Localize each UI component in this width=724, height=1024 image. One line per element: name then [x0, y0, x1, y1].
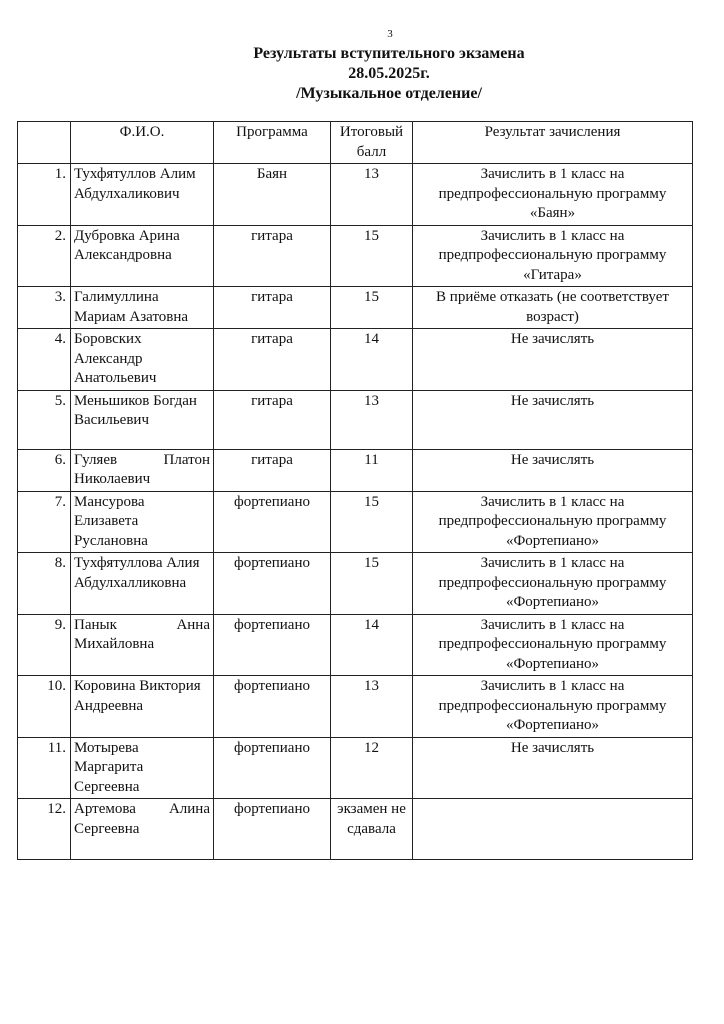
row-fio: Боровских Александр Анатольевич [71, 329, 214, 391]
row-result: Зачислить в 1 класс на предпрофессиональную программу «Фортепиано» [413, 614, 693, 676]
table-row [18, 676, 693, 738]
row-program: фортепиано [214, 553, 331, 615]
table-header-row [18, 122, 693, 164]
row-result: Не зачислять [413, 329, 693, 391]
row-num: 4. [18, 329, 71, 391]
row-result: Зачислить в 1 класс на предпрофессиональную программу «Баян» [413, 164, 693, 226]
row-fio: Тухфятуллов Алим Абдулхаликович [71, 164, 214, 226]
row-num: 12. [18, 799, 71, 860]
table-row [18, 737, 693, 799]
row-program: Баян [214, 164, 331, 226]
row-score: 11 [331, 449, 413, 491]
row-result: Зачислить в 1 класс на предпрофессиональную программу «Фортепиано» [413, 491, 693, 553]
row-fio: Тухфятуллова Алия Абдулхалликовна [71, 553, 214, 615]
row-num: 9. [18, 614, 71, 676]
table-row [18, 164, 693, 226]
row-result: Не зачислять [413, 737, 693, 799]
results-table [17, 121, 693, 860]
row-score: 14 [331, 614, 413, 676]
table-row [18, 390, 693, 449]
row-score: 15 [331, 287, 413, 329]
row-result: Зачислить в 1 класс на предпрофессиональную программу «Фортепиано» [413, 676, 693, 738]
header-score: Итоговый балл [331, 122, 413, 164]
table-row [18, 491, 693, 553]
table-row [18, 553, 693, 615]
table-row [18, 225, 693, 287]
row-num: 5. [18, 390, 71, 449]
row-score: 13 [331, 164, 413, 226]
title-line-department: /Музыкальное отделение/ [296, 85, 482, 102]
row-fio: Артемова Алина Сергеевна [71, 799, 214, 860]
row-score: 13 [331, 676, 413, 738]
row-fio: Мансурова Елизавета Руслановна [71, 491, 214, 553]
row-score: экзамен не сдавала [331, 799, 413, 860]
row-fio: Гуляев Платон Николаевич [71, 449, 214, 491]
row-result: Зачислить в 1 класс на предпрофессиональную программу «Гитара» [413, 225, 693, 287]
row-result: Зачислить в 1 класс на предпрофессиональную программу «Фортепиано» [413, 553, 693, 615]
row-program: фортепиано [214, 737, 331, 799]
row-program: гитара [214, 225, 331, 287]
row-num: 2. [18, 225, 71, 287]
document-title [0, 44, 724, 104]
row-program: фортепиано [214, 676, 331, 738]
row-fio: Меньшиков Богдан Васильевич [71, 390, 214, 449]
title-line-date: 28.05.2025г. [348, 65, 430, 82]
row-fio: Панык Анна Михайловна [71, 614, 214, 676]
row-score: 15 [331, 491, 413, 553]
header-result: Результат зачисления [413, 122, 693, 164]
table-row [18, 287, 693, 329]
row-num: 11. [18, 737, 71, 799]
row-num: 1. [18, 164, 71, 226]
row-num: 7. [18, 491, 71, 553]
row-result: Не зачислять [413, 449, 693, 491]
table-row [18, 329, 693, 391]
title-line-exam: Результаты вступительного экзамена [253, 45, 525, 62]
table-row [18, 449, 693, 491]
row-score: 14 [331, 329, 413, 391]
row-program: фортепиано [214, 491, 331, 553]
header-program: Программа [214, 122, 331, 164]
row-fio: Дубровка Арина Александровна [71, 225, 214, 287]
row-program: гитара [214, 449, 331, 491]
row-score: 13 [331, 390, 413, 449]
row-score: 15 [331, 553, 413, 615]
header-fio: Ф.И.О. [71, 122, 214, 164]
row-score: 15 [331, 225, 413, 287]
row-result [413, 799, 693, 860]
row-program: гитара [214, 287, 331, 329]
row-num: 8. [18, 553, 71, 615]
row-program: фортепиано [214, 799, 331, 860]
row-num: 3. [18, 287, 71, 329]
table-row [18, 614, 693, 676]
row-num: 10. [18, 676, 71, 738]
row-score: 12 [331, 737, 413, 799]
row-fio: Мотырева Маргарита Сергеевна [71, 737, 214, 799]
row-program: фортепиано [214, 614, 331, 676]
page-number: 3 [387, 28, 393, 40]
row-program: гитара [214, 329, 331, 391]
table-row [18, 799, 693, 860]
row-result: Не зачислять [413, 390, 693, 449]
row-num: 6. [18, 449, 71, 491]
row-fio: Коровина Виктория Андреевна [71, 676, 214, 738]
row-fio: Галимуллина Мариам Азатовна [71, 287, 214, 329]
row-program: гитара [214, 390, 331, 449]
row-result: В приёме отказать (не соответствует возраст) [413, 287, 693, 329]
header-num [18, 122, 71, 164]
